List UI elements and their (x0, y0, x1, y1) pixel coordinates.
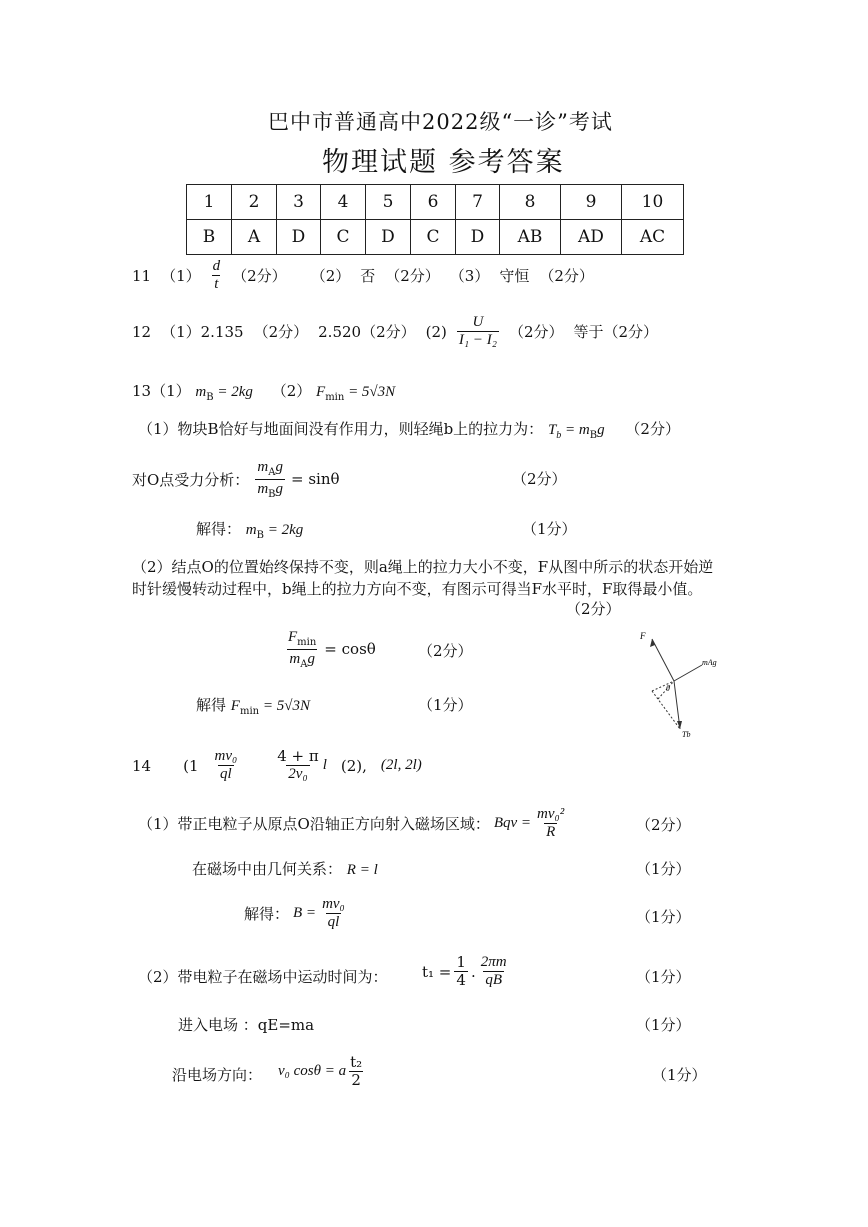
q14-line4-text: （2）带电粒子在磁场中运动时间为： (138, 968, 388, 986)
fraction-denominator: 2v₀ (288, 766, 308, 783)
fraction-denominator: qB (485, 972, 502, 989)
q14-answer1-fraction (213, 748, 240, 784)
fraction (255, 458, 285, 500)
q12-value2: 2.520（2分） (318, 323, 416, 342)
q14-answer-line (132, 748, 422, 784)
equation: T (547, 422, 557, 438)
equation-lhs: B = (293, 905, 317, 922)
equation-rhs: = cosθ (324, 640, 376, 658)
q11-score3: （2分） (539, 267, 594, 286)
q14-line2 (192, 858, 378, 879)
score: （2分） (512, 470, 567, 488)
q13-answer1: m (195, 384, 207, 400)
q14-part2-label: (2), (340, 756, 367, 775)
q12-part2-label: (2) (425, 322, 447, 341)
dashed-line (652, 681, 674, 691)
score: （1分） (636, 860, 691, 878)
q13-line4b: 时针缓慢转动过程中，b绳上的拉力方向不变，有图示可得当F水平时，F取得最小值。 (132, 580, 703, 598)
equation-lhs: t₁ = (422, 962, 452, 981)
score: （1分） (652, 1066, 707, 1084)
fraction (286, 628, 318, 670)
q13-answer-line (132, 380, 395, 403)
fraction-denominator: 2 (351, 1071, 361, 1090)
equation-part: = m (561, 422, 590, 438)
q13-line1 (138, 418, 680, 441)
q14-line5-text: 进入电场 ：qE=ma (178, 1016, 315, 1034)
q11-number: 11 (132, 266, 152, 285)
q13-number: 13（1） (132, 382, 191, 400)
table-cell: 9 (561, 185, 622, 220)
table-cell: D (366, 220, 411, 255)
q14-line1-text: （1）带正电粒子从原点O沿轴正方向射入磁场区域： (138, 815, 490, 834)
subscript: min (325, 392, 345, 403)
q13-line6 (196, 694, 310, 717)
q11-answer2: 否 (360, 267, 376, 286)
q14-part1-label: (1 (183, 756, 199, 775)
q11-score1: （2分） (232, 267, 287, 286)
var: l (322, 757, 327, 774)
table-cell: C (411, 220, 456, 255)
subscript: A (300, 658, 308, 670)
q13-line4a: （2）结点O的位置始终保持不变，则a绳上的拉力大小不变，F从图中所示的状态开始逆 (132, 558, 714, 576)
equation-part: = 5√3N (259, 698, 310, 714)
subject-title: 物理试题 参考答案 (322, 147, 565, 178)
table-cell: 6 (411, 185, 456, 220)
var: g (275, 459, 283, 475)
q14-line6-text: 沿电场方向： (172, 1066, 263, 1084)
equation-rhs: = sinθ (291, 470, 340, 488)
force-diagram (630, 625, 730, 740)
fraction-numerator: mv₀ (322, 896, 345, 912)
subscript: A (268, 467, 276, 478)
subscript: B (589, 430, 598, 441)
force-F-line (652, 639, 674, 681)
answer-table-number-row (187, 185, 684, 220)
q13-answer1-rest: = 2kg (213, 384, 253, 400)
fraction-numerator: 1 (456, 953, 466, 971)
q12-last: 等于（2分） (573, 323, 659, 342)
table-cell: D (456, 220, 500, 255)
fraction-denominator: R (546, 824, 556, 841)
q13-line2-text: 对O点受力分析： (132, 470, 250, 489)
table-cell: AB (500, 220, 561, 255)
score: （2分） (418, 642, 473, 660)
diagram-label-mag: mAg (702, 658, 717, 667)
q13-line2 (132, 458, 340, 500)
q14-number: 14 (132, 756, 152, 775)
score: （2分） (625, 420, 680, 438)
var: m (289, 650, 301, 667)
table-cell: D (277, 220, 321, 255)
fraction-numerator (255, 458, 285, 479)
fraction (454, 954, 468, 990)
fraction-denominator: t (214, 276, 219, 293)
score: （1分） (636, 968, 691, 986)
q13-line1-text: （1）物块B恰好与地面间没有作用力，则轻绳b上的拉力为： (138, 420, 544, 438)
fraction-numerator: t₂ (350, 1053, 363, 1071)
table-cell: B (187, 220, 232, 255)
fraction-denominator: ql (220, 766, 232, 783)
q14-line4-equation: t₁ = $\frac{1}{4}$ . $\frac{2\pi m}{qB}$ (422, 953, 507, 990)
fraction-numerator: 2πm (480, 954, 507, 970)
fraction (479, 954, 509, 990)
table-cell: 8 (500, 185, 561, 220)
subscript: B (256, 530, 264, 541)
equation-part: = 2kg (264, 522, 304, 538)
q14-line3-text: 解得： (244, 905, 290, 924)
var: F (288, 629, 298, 645)
equation: F (230, 698, 240, 714)
q13-answer2: F (316, 384, 326, 400)
score: （1分） (522, 520, 577, 538)
q12-number: 12 (132, 322, 152, 341)
table-cell: 5 (366, 185, 411, 220)
diagram-label-Tb: Tb (682, 730, 691, 739)
equation: R = l (346, 862, 378, 878)
score: （1分） (636, 1016, 691, 1034)
q11-line (132, 258, 594, 294)
q14-answer3: (2l, 2l) (380, 757, 422, 774)
table-cell: A (232, 220, 277, 255)
subscript: b (556, 430, 562, 441)
fraction-numerator: mv₀² (537, 806, 565, 822)
fraction-denominator: I₁ − I₂ (458, 332, 497, 349)
var: m (257, 459, 269, 475)
var: m (257, 480, 269, 497)
q11-answer3: 守恒 (499, 267, 530, 286)
q13-line3 (196, 518, 303, 541)
q11-part2-label: （2） (310, 267, 351, 286)
table-cell: 10 (622, 185, 684, 220)
table-cell: 7 (456, 185, 500, 220)
score: （1分） (636, 908, 691, 926)
fraction-numerator: U (472, 314, 484, 330)
answer-table-answer-row (187, 220, 684, 255)
fraction-denominator (255, 479, 285, 501)
fraction (320, 896, 347, 932)
q14-answer2 (275, 748, 327, 784)
table-cell: AD (561, 220, 622, 255)
q13-part2-label: （2） (271, 382, 312, 400)
fraction-numerator: 4 + π (277, 747, 319, 765)
diagram-label-theta: θ (666, 684, 670, 693)
q14-line2-text: 在磁场中由几何关系： (192, 860, 343, 878)
q11-part3-label: （3） (449, 267, 490, 286)
q12-fraction (457, 314, 499, 350)
q14-line1 (138, 806, 566, 842)
table-cell: 3 (277, 185, 321, 220)
table-cell: AC (622, 220, 684, 255)
var: g (275, 480, 284, 497)
rope-a-line (674, 665, 702, 681)
score: （1分） (418, 696, 473, 714)
table-cell: 1 (187, 185, 232, 220)
q13-answer2-rest: = 5√3N (344, 384, 396, 400)
fraction (348, 1054, 364, 1090)
fraction-numerator: mv₀ (214, 748, 238, 764)
q11-part1-label: （1） (161, 267, 201, 286)
q12-line (132, 314, 658, 350)
equation-lhs: Bqv = (493, 815, 532, 832)
exam-title: 巴中市普通高中2022级“一诊”考试 (268, 110, 613, 134)
fraction-numerator (286, 628, 318, 649)
table-cell: 4 (321, 185, 366, 220)
q14-line3 (244, 896, 347, 932)
score: （2分） (566, 600, 621, 618)
subscript: B (206, 392, 214, 403)
table-cell: 2 (232, 185, 277, 220)
equation-part: g (597, 422, 605, 438)
fraction-denominator (287, 649, 317, 671)
q12-score1: （2分） (253, 323, 309, 342)
q13-line3-text: 解得： (196, 520, 242, 538)
subscript: min (239, 706, 260, 717)
q12-score2: （2分） (508, 323, 564, 342)
fraction-denominator: 4 (456, 971, 466, 990)
table-cell: C (321, 220, 366, 255)
q14-line6-equation (278, 1054, 364, 1090)
q13-line5 (286, 628, 376, 670)
subscript: B (268, 488, 276, 500)
var: g (307, 650, 315, 667)
q11-answer1-fraction (211, 258, 223, 294)
equation-lhs: v₀ cosθ = a (278, 1063, 347, 1080)
fraction (535, 806, 566, 842)
fraction (275, 748, 321, 784)
diagram-label-F: F (640, 631, 646, 641)
q12-part1: （1）2.135 (161, 323, 244, 342)
score: （2分） (636, 816, 691, 834)
answer-table (186, 184, 684, 255)
fraction-denominator: ql (327, 914, 340, 931)
equation: m (245, 522, 257, 538)
fraction-numerator: d (212, 258, 221, 274)
q11-score2: （2分） (385, 267, 440, 286)
subscript: min (297, 637, 317, 648)
q13-line6-text: 解得 (196, 696, 227, 714)
